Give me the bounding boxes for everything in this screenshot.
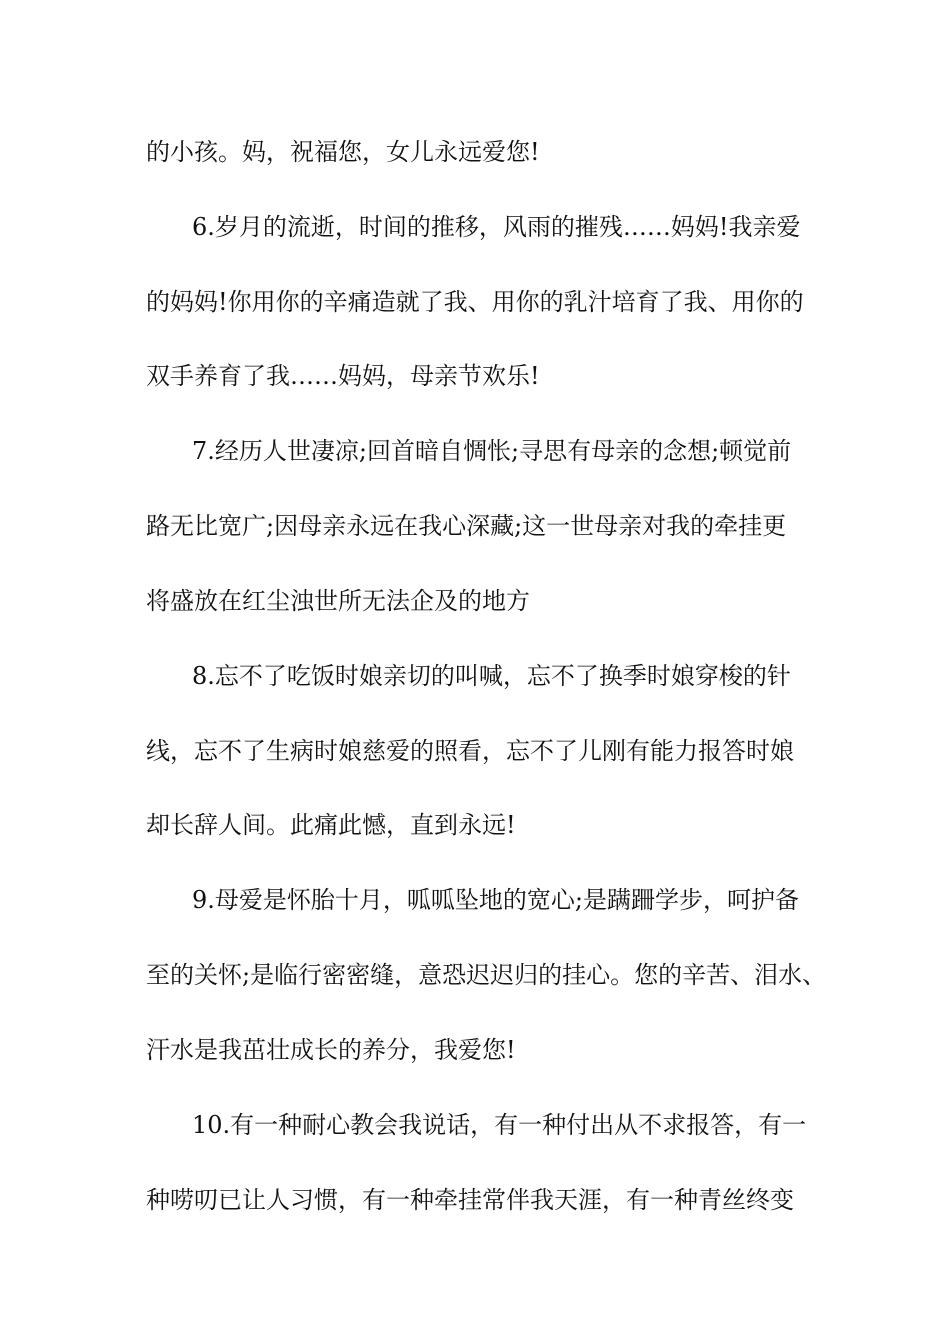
text-line: 线，忘不了生病时娘慈爱的照看，忘不了儿刚有能力报答时娘 bbox=[146, 737, 794, 765]
text-line: 双手养育了我……妈妈，母亲节欢乐! bbox=[146, 362, 540, 390]
text-line: 的小孩。妈，祝福您，女儿永远爱您! bbox=[146, 138, 540, 166]
text-line-item-7: 7.经历人世凄凉;回首暗自惆怅;寻思有母亲的念想;顿觉前 bbox=[192, 437, 792, 465]
text-line: 种唠叨已让人习惯，有一种牵挂常伴我天涯，有一种青丝终变 bbox=[146, 1186, 794, 1214]
text-line: 汗水是我茁壮成长的养分，我爱您! bbox=[146, 1036, 516, 1064]
text-line: 路无比宽广;因母亲永远在我心深藏;这一世母亲对我的牵挂更 bbox=[146, 512, 787, 540]
text-line: 的妈妈!你用你的辛痛造就了我、用你的乳汁培育了我、用你的 bbox=[146, 288, 804, 316]
text-line: 将盛放在红尘浊世所无法企及的地方 bbox=[146, 587, 530, 615]
text-line: 至的关怀;是临行密密缝，意恐迟迟归的挂心。您的辛苦、泪水、 bbox=[146, 961, 827, 989]
text-line-item-10: 10.有一种耐心教会我说话，有一种付出从不求报答，有一 bbox=[192, 1111, 807, 1139]
text-line-item-6: 6.岁月的流逝，时间的推移，风雨的摧残……妈妈!我亲爱 bbox=[192, 213, 801, 241]
text-line-item-9: 9.母爱是怀胎十月，呱呱坠地的宽心;是蹒跚学步，呵护备 bbox=[192, 886, 799, 914]
text-line-item-8: 8.忘不了吃饭时娘亲切的叫喊，忘不了换季时娘穿梭的针 bbox=[192, 662, 791, 690]
text-line: 却长辞人间。此痛此憾，直到永远! bbox=[146, 811, 516, 839]
